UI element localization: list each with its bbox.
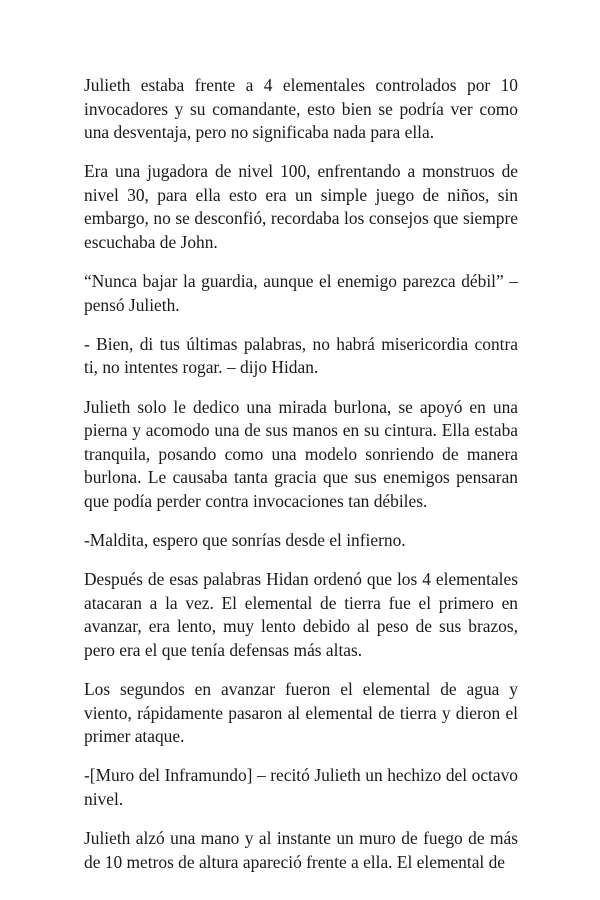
paragraph: Era una jugadora de nivel 100, enfrentando a monstruos de nivel 30, para ella esto era un simple juego de niños, sin embargo, no se desconfió, recordaba los consejos que siempre escuchaba de John. <box>84 161 518 253</box>
paragraph: Los segundos en avanzar fueron el elemental de agua y viento, rápidamente pasaron al elemental de tierra y dieron el primer ataque. <box>84 678 518 747</box>
paragraph: -[Muro del Inframundo] – recitó Julieth un hechizo del octavo nivel. <box>84 765 518 809</box>
paragraph: - Bien, di tus últimas palabras, no habrá misericordia contra ti, no intentes rogar. – dijo Hidan. <box>84 333 518 378</box>
paragraph: Después de esas palabras Hidan ordenó que los 4 elementales atacaran a la vez. El elemental de tierra fue el primero en avanzar, era lento, muy lento debido al peso de sus brazos, pero era el que tenía defensas más altas. <box>84 569 518 660</box>
paragraph: -Maldita, espero que sonrías desde el infierno. <box>84 530 406 550</box>
paragraph: Julieth estaba frente a 4 elementales controlados por 10 invocadores y su comandante, esto bien se podría ver como una desventaja, pero no significaba nada para ella. <box>84 75 518 143</box>
paragraph: Julieth solo le dedico una mirada burlona, se apoyó en una pierna y acomodo una de sus manos en su cintura. Ella estaba tranquila, posando como una modelo sonriendo de manera burlona. Le causaba tanta gracia que sus enemigos pensaran que podía perder contra invocaciones tan débiles. <box>84 396 518 511</box>
paragraph: “Nunca bajar la guardia, aunque el enemigo parezca débil” – pensó Julieth. <box>84 271 518 315</box>
paragraph: Julieth alzó una mano y al instante un muro de fuego de más de 10 metros de altura apareció frente a ella. El elemental de <box>84 827 518 872</box>
